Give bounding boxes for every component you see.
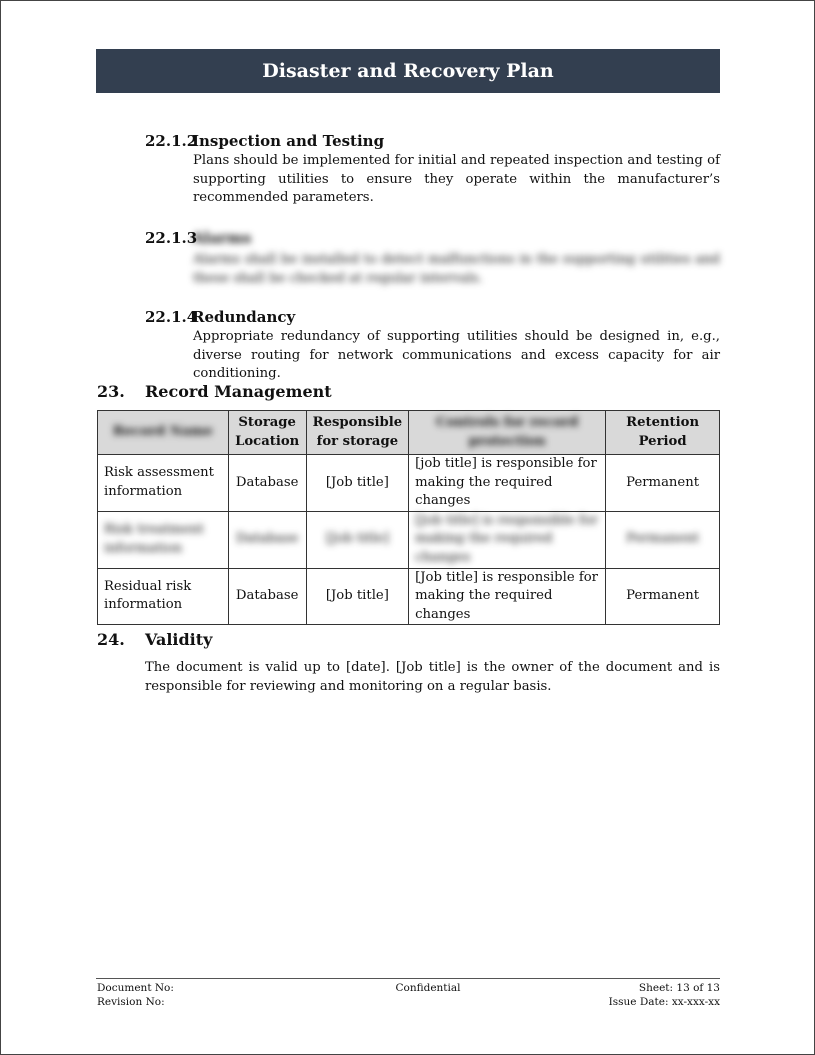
table-header bbox=[409, 411, 606, 455]
table-cell bbox=[228, 511, 306, 568]
section-title: Validity bbox=[145, 630, 213, 649]
footer-issue-date: Issue Date: xx-xxx-xx bbox=[608, 996, 720, 1008]
section-24-body: The document is valid up to [date]. [Job title] is the owner of the document and is responsible for reviewing and monitoring on a regular basis. bbox=[145, 660, 720, 694]
footer-revision-no: Revision No: bbox=[97, 996, 165, 1008]
table-row bbox=[98, 511, 720, 568]
section-number: 23. bbox=[97, 382, 125, 401]
footer-document-no: Document No: bbox=[97, 982, 174, 994]
table-cell bbox=[98, 511, 229, 568]
section-title: Alarms bbox=[192, 229, 252, 247]
table-header: Retention Period bbox=[606, 411, 720, 455]
table-cell: [job title] is responsible for making the required changes bbox=[409, 455, 606, 512]
table-cell: [Job title] is responsible for making the required changes bbox=[409, 568, 606, 625]
table-header: Storage Location bbox=[228, 411, 306, 455]
page-title: Disaster and Recovery Plan bbox=[262, 60, 554, 82]
page-title-banner bbox=[96, 49, 720, 93]
cell-text: Risk treatment information bbox=[104, 522, 204, 556]
section-22-1-4-heading bbox=[145, 308, 295, 326]
table-cell bbox=[606, 511, 720, 568]
section-title: Redundancy bbox=[192, 308, 296, 326]
table-row bbox=[98, 568, 720, 625]
section-number: 22.1.2 bbox=[145, 132, 198, 150]
section-title: Inspection and Testing bbox=[192, 132, 385, 150]
table-cell: [Job title] bbox=[306, 568, 408, 625]
table-cell: Permanent bbox=[606, 455, 720, 512]
section-22-1-2-body: Plans should be implemented for initial and repeated inspection and testing of supporting utilities to ensure they operate within the manufacturer’s recommended parameters. bbox=[193, 153, 720, 206]
table-cell bbox=[306, 511, 408, 568]
footer-confidential: Confidential bbox=[395, 982, 461, 994]
table-cell bbox=[409, 511, 606, 568]
table-cell: Database bbox=[228, 455, 306, 512]
section-number: 22.1.3 bbox=[145, 229, 198, 247]
section-number: 22.1.4 bbox=[145, 308, 198, 326]
table-cell: Residual risk information bbox=[98, 568, 229, 625]
table-cell: [Job title] bbox=[306, 455, 408, 512]
section-23-heading bbox=[97, 382, 332, 401]
header-label: Record Name bbox=[112, 424, 213, 440]
table-header bbox=[98, 411, 229, 455]
section-22-1-2-heading bbox=[145, 132, 384, 150]
footer-divider bbox=[96, 978, 720, 979]
section-title: Record Management bbox=[145, 382, 332, 401]
table-header: Responsible for storage bbox=[306, 411, 408, 455]
cell-text: [Job title] bbox=[325, 531, 389, 547]
cell-text: [Job title] is responsible for making the required changes bbox=[415, 512, 598, 565]
section-24-heading bbox=[97, 630, 212, 649]
table-cell: Permanent bbox=[606, 568, 720, 625]
table-cell: Database bbox=[228, 568, 306, 625]
table-header-row bbox=[98, 411, 720, 455]
section-number: 24. bbox=[97, 630, 125, 649]
table-row bbox=[98, 455, 720, 512]
section-22-1-4-body: Appropriate redundancy of supporting utilities should be designed in, e.g., diverse routing for network communications and excess capacity for air conditioning. bbox=[193, 329, 720, 382]
cell-text: Database bbox=[235, 531, 299, 547]
cell-text: Permanent bbox=[626, 531, 700, 547]
table-cell: Risk assessment information bbox=[98, 455, 229, 512]
section-22-1-3-heading bbox=[145, 229, 251, 247]
section-22-1-3-body: Alarms shall be installed to detect malfunctions in the supporting utilities and these shall be checked at regular intervals. bbox=[193, 252, 720, 286]
record-management-table bbox=[97, 410, 720, 625]
header-label: Controls for record protection bbox=[436, 414, 579, 449]
footer-sheet: Sheet: 13 of 13 bbox=[638, 982, 720, 994]
